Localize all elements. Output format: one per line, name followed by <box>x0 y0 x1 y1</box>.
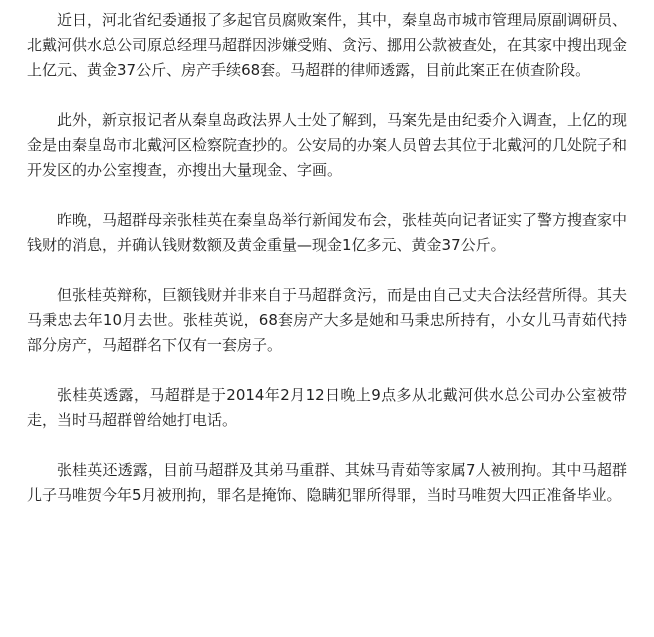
article-paragraph-6: 张桂英还透露，目前马超群及其弟马重群、其妹马青茹等家属7人被刑拘。其中马超群儿子马唯贺今年5月被刑拘，罪名是掩饰、隐瞒犯罪所得罪，当时马唯贺大四正准备毕业。 <box>27 461 627 504</box>
article-paragraph-4: 但张桂英辩称，巨额钱财并非来自于马超群贪污，而是由自己丈夫合法经营所得。其夫马秉忠去年10月去世。张桂英说，68套房产大多是她和马秉忠所持有，小女儿马青茹代持部分房产，马超群名下仅有一套房子。 <box>27 286 628 354</box>
article-paragraph-1: 近日，河北省纪委通报了多起官员腐败案件，其中，秦皇岛市城市管理局原副调研员、北戴河供水总公司原总经理马超群因涉嫌受贿、贪污、挪用公款被查处，在其家中搜出现金上亿元、黄金37公斤、房产手续68套。马超群的律师透露，目前此案正在侦查阶段。 <box>27 11 628 79</box>
article-body <box>27 8 627 508</box>
article-paragraph-5: 张桂英透露，马超群是于2014年2月12日晚上9点多从北戴河供水总公司办公室被带走，当时马超群曾给她打电话。 <box>27 386 627 429</box>
article-paragraph-2: 此外，新京报记者从秦皇岛政法界人士处了解到，马案先是由纪委介入调查，上亿的现金是由秦皇岛市北戴河区检察院查抄的。公安局的办案人员曾去其位于北戴河的几处院子和开发区的办公室搜查，亦搜出大量现金、字画。 <box>27 111 628 179</box>
article-paragraph-3: 昨晚，马超群母亲张桂英在秦皇岛举行新闻发布会，张桂英向记者证实了警方搜查家中钱财的消息，并确认钱财数额及黄金重量—现金1亿多元、黄金37公斤。 <box>27 211 628 254</box>
